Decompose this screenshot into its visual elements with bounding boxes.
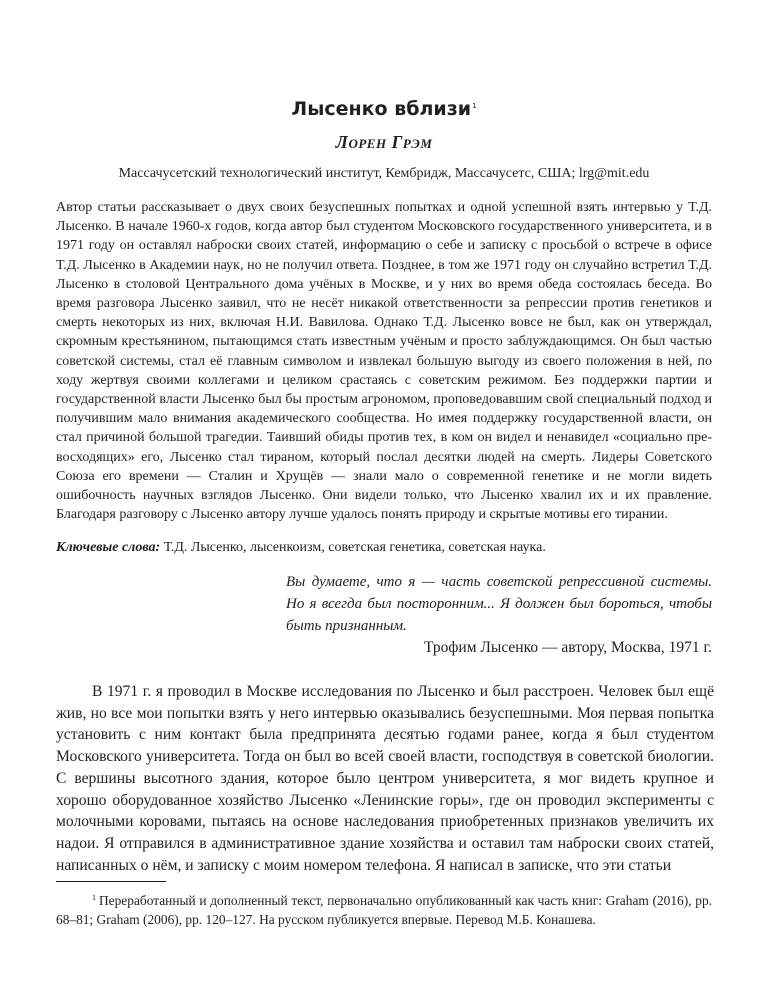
- footnote: [56, 888, 712, 929]
- author-affiliation: Массачусетский технологический институт, Кембридж, Массачусетс, США; lrg@mit.edu: [118, 166, 650, 181]
- epigraph-source: Трофим Лысенко — автору, Москва, 1971 г.: [424, 639, 712, 656]
- author-name: Лорен Грэм: [335, 132, 433, 152]
- title-footnote-mark[interactable]: 1: [472, 102, 477, 110]
- keywords-text: Т.Д. Лысенко, лысенкоизм, советская генетика, советская наука.: [160, 540, 546, 555]
- abstract: Автор статьи рассказывает о двух своих безуспешных попытках и одной успешной взять интервью у Т.Д. Лысенко. В начале 1960-х годов, когда автор был студентом Московского государственного университета, и в 1971 году он оставлял наброски своих статей, информацию о себе и записку с просьбой о встрече в офисе Т.Д. Лысенко в Академии наук, но не получил ответа. Позднее, в том же 1971 году он случайно встретил Т.Д. Лысенко в столовой Центрального дома учёных в Москве, и у них во время обеда состоялась беседа. Во время разговора Лысенко заявил, что не несёт никакой ответственности за репрессии против генетиков и смерть некоторых из них, включая Н.И. Вавилова. Однако Т.Д. Лысенко вовсе не был, как он утверждал, скромным крестьянином, пытающимся стать известным учёным и просто заблуждающимся. Он был частью советской системы, стал её главным символом и извлекал большую выгоду из своего положения в ней, по ходу жертвуя своими коллегами и целиком срастаясь с советским режимом. Без поддержки партии и государственной власти Лысенко был бы простым агрономом, проповедовавшим свой специальный подход и получившим мало внимания академического сообщества. Но имея поддержку государственной власти, он стал причиной большой трагедии. Таивший обиды против тех, в ком он видел и ненавидел «социально превосходящих» его, Лысенко стал тираном, который послал десятки людей на смерть. Лидеры Советского Союза его времени — Сталин и Хрущёв — знали мало о современной генетике и не могли видеть ошибочность научных взглядов Лысенко. Они видели только, что Лысенко хвалил их и их правление. Благодаря разговору с Лысенко автору лучше удалось понять природу и скрытые мотивы его тирании.: [56, 200, 712, 523]
- article-title: [0, 98, 768, 120]
- footnote-mark: 1: [92, 893, 96, 902]
- footnote-text: Переработанный и дополненный текст, первоначально опубликованный как часть книг: Graham (2016), pp. 68–81; Graham (2006), pp. 120–127. На русском публикуется впервые. Перевод М.Б. Конашева.: [56, 893, 712, 927]
- epigraph-quote: Вы думаете, что я — часть советской репрессивной системы. Но я всегда был посторонним... Я должен был бороться, чтобы быть признанным.: [286, 574, 712, 634]
- epigraph: [286, 571, 712, 659]
- body-paragraph: В 1971 г. я проводил в Москве исследования по Лысенко и был расстроен. Человек был ещё жив, но все мои попытки взять у него интервью оказывались безуспешными. Моя первая попытка установить с ним контакт была предпринята десятью годами ранее, когда я был студентом Московского университета. Тогда он был во всей своей власти, господствуя в советской биологии. С вершины высотного здания, которое было центром университета, я мог видеть крупное и хорошо оборудованное хозяйство Лысенко «Ленинские горы», где он проводил эксперименты с молочными коровами, пытаясь на основе наследования приобретенных признаков увеличить их надои. Я отправился в административное здание хозяйства и оставил там наброски своих статей, написанных о нём, и записку с моим номером телефона. Я написал в записке, что эти статьи: [56, 683, 714, 874]
- keywords-label: Ключевые слова:: [56, 540, 161, 555]
- footnote-divider: [56, 881, 166, 882]
- article-title-text: Лысенко вблизи: [291, 98, 472, 120]
- keywords: [56, 538, 712, 557]
